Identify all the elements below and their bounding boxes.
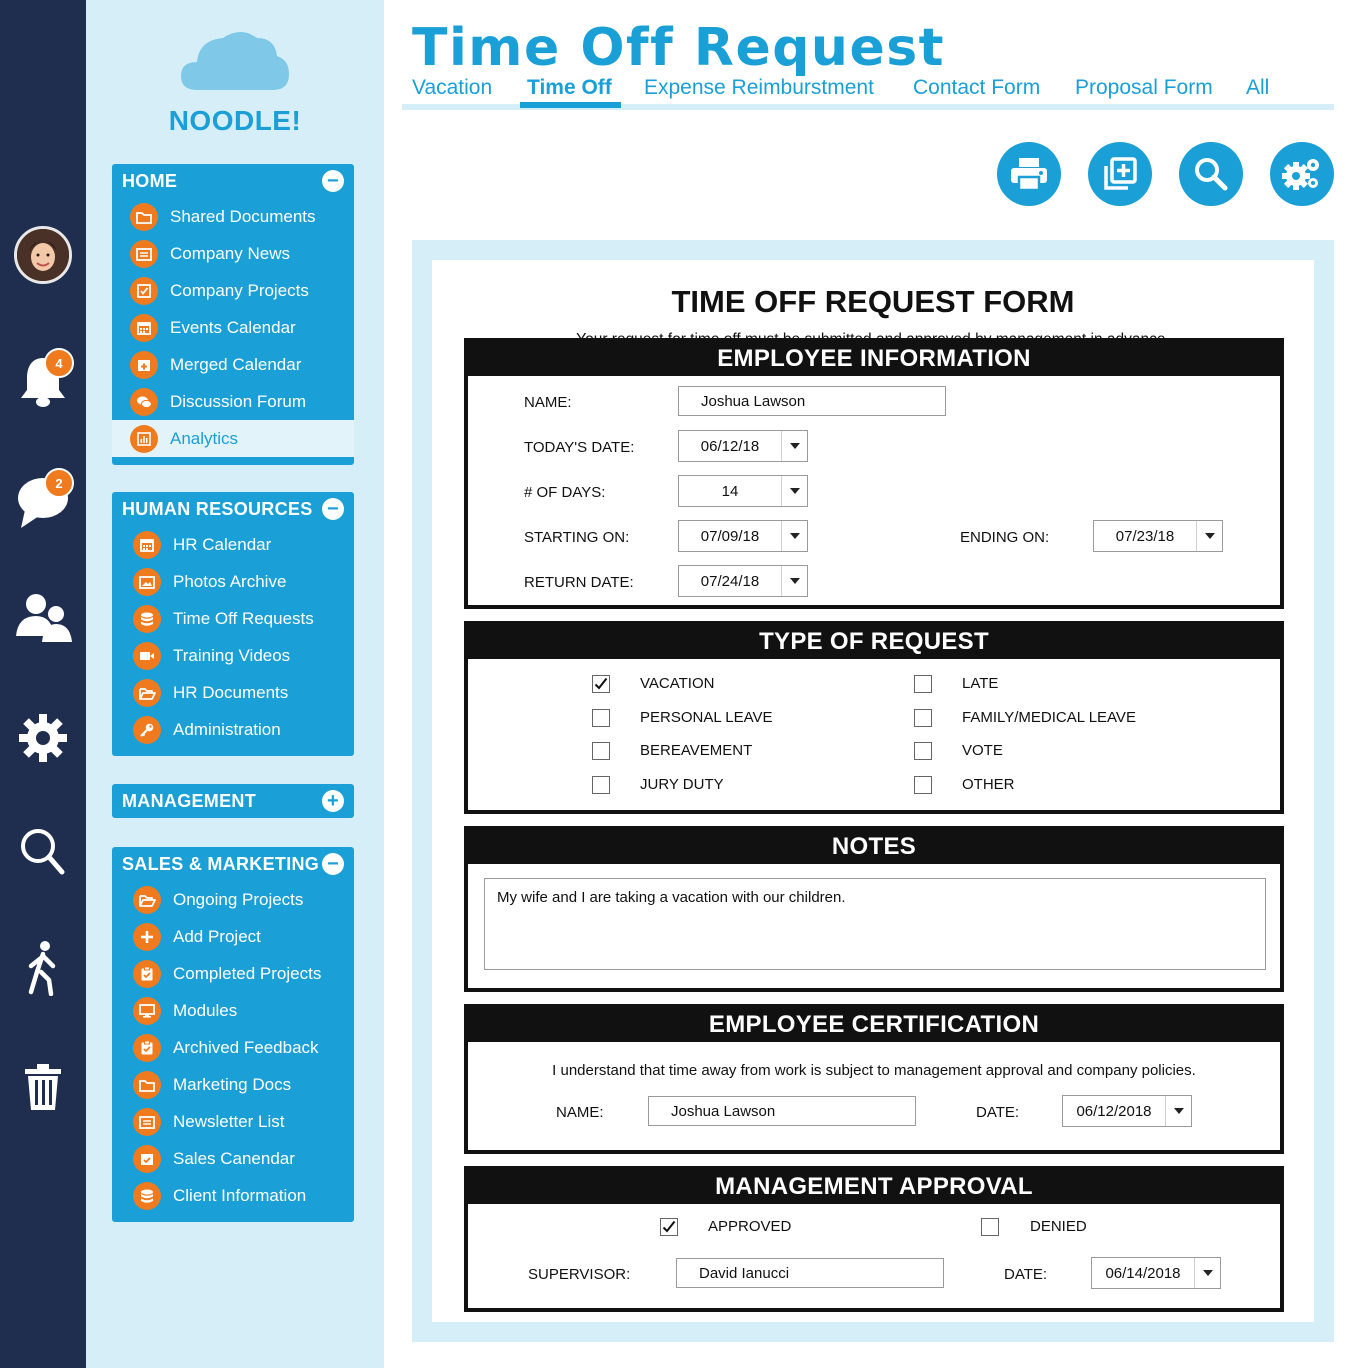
certification-date-select[interactable] [1062, 1095, 1192, 1127]
late-label: LATE [962, 675, 999, 692]
chevron-down-icon [781, 431, 807, 461]
sidebar-item-label: Time Off Requests [173, 608, 314, 628]
nav-group-header[interactable] [112, 847, 354, 881]
approval-date-value: 06/14/2018 [1105, 1264, 1181, 1282]
nav-group-title: SALES & MARKETING [122, 853, 320, 874]
database-icon [133, 605, 161, 633]
sidebar-item-company-news[interactable] [112, 235, 354, 272]
employee-certification-section [464, 1004, 1284, 1154]
chart-icon [130, 425, 158, 453]
chevron-down-icon [781, 476, 807, 506]
tab-vacation[interactable]: Vacation [412, 76, 493, 99]
checkmark-icon [593, 676, 609, 692]
add-copy-button[interactable] [1088, 142, 1152, 206]
return-date-select[interactable] [678, 565, 808, 597]
sidebar-item-events-calendar[interactable] [112, 309, 354, 346]
tab-time-off[interactable]: Time Off [527, 76, 612, 99]
sidebar-item-archived-feedback[interactable] [112, 1029, 354, 1066]
vacation-label: VACATION [640, 675, 715, 692]
folder-open-icon [133, 886, 161, 914]
nav-group-header[interactable] [112, 492, 354, 526]
nav-group-footer [112, 457, 354, 465]
page-title: Time Off Request [412, 18, 946, 78]
ending-on-select[interactable] [1093, 520, 1223, 552]
search-button[interactable] [0, 826, 86, 878]
settings-button[interactable] [0, 712, 86, 764]
starting-on-select[interactable] [678, 520, 808, 552]
sidebar-item-sales-canendar[interactable] [112, 1140, 354, 1177]
chevron-down-icon [1165, 1096, 1191, 1126]
sidebar-item-modules[interactable] [112, 992, 354, 1029]
nav-group-home [112, 164, 354, 465]
family-medical-leave-checkbox[interactable] [914, 709, 932, 727]
sidebar-item-label: Administration [173, 719, 281, 739]
sidebar-item-client-information[interactable] [112, 1177, 354, 1214]
certification-date-value: 06/12/2018 [1076, 1102, 1152, 1120]
nav-group-header[interactable] [112, 164, 354, 198]
gears-icon [1282, 156, 1322, 192]
certification-statement: I understand that time away from work is subject to management approval and company policies. [552, 1062, 1196, 1079]
collapse-icon[interactable]: − [322, 170, 344, 192]
sidebar-item-shared-documents[interactable] [112, 198, 354, 235]
denied-label: DENIED [1030, 1218, 1087, 1235]
sidebar-item-label: Archived Feedback [173, 1037, 319, 1057]
search-icon [1193, 156, 1229, 192]
days-select[interactable] [678, 475, 808, 507]
days-label: # OF DAYS: [524, 484, 606, 501]
tab-contact-form[interactable]: Contact Form [913, 76, 1041, 99]
denied-checkbox[interactable] [981, 1218, 999, 1236]
nav-group-sales-and-marketing [112, 847, 354, 1222]
personal-leave-label: PERSONAL LEAVE [640, 708, 773, 726]
return-date-label: RETURN DATE: [524, 574, 634, 591]
sidebar-item-administration[interactable] [112, 711, 354, 748]
other-checkbox[interactable] [914, 776, 932, 794]
todays-date-label: TODAY'S DATE: [524, 439, 635, 456]
sidebar-item-label: Company Projects [170, 280, 309, 300]
active-tab-indicator [520, 102, 621, 108]
calendar-icon [133, 531, 161, 559]
checkmark-icon [661, 1219, 677, 1235]
nav-group-footer [112, 1214, 354, 1222]
print-icon [1010, 157, 1048, 191]
newspaper-icon [133, 1108, 161, 1136]
nav-group-header[interactable] [112, 784, 354, 818]
sidebar-item-label: Merged Calendar [170, 354, 302, 374]
key-icon [133, 716, 161, 744]
messages-badge: 2 [44, 468, 74, 498]
walking-person-icon [23, 940, 63, 996]
jury-duty-checkbox[interactable] [592, 776, 610, 794]
nav-group-title: MANAGEMENT [122, 790, 256, 811]
sidebar-item-label: Training Videos [173, 645, 291, 665]
days-value: 14 [721, 482, 739, 500]
form-title: TIME OFF REQUEST FORM [671, 284, 1075, 319]
nav-group-management [112, 784, 354, 818]
bereavement-checkbox[interactable] [592, 742, 610, 760]
name-label: NAME: [524, 394, 572, 411]
sidebar-item-newsletter-list[interactable] [112, 1103, 354, 1140]
sidebar-item-label: Events Calendar [170, 317, 296, 337]
approval-date-select[interactable] [1091, 1257, 1221, 1289]
checkbox-icon [130, 277, 158, 305]
ending-on-label: ENDING ON: [960, 529, 1050, 546]
management-approval-section [464, 1166, 1284, 1312]
section-heading: NOTES [468, 830, 1280, 864]
other-label: OTHER [962, 775, 1015, 793]
approved-label: APPROVED [708, 1218, 792, 1235]
sidebar-item-analytics[interactable] [112, 420, 354, 457]
chat-icon [130, 388, 158, 416]
sidebar-item-discussion-forum[interactable] [112, 383, 354, 420]
collapse-icon[interactable]: − [322, 498, 344, 520]
nav-group-human-resources [112, 492, 354, 756]
sidebar-item-label: Company News [170, 243, 290, 263]
activity-button[interactable] [0, 940, 86, 996]
sidebar-item-completed-projects[interactable] [112, 955, 354, 992]
sidebar [86, 0, 384, 1368]
newspaper-icon [130, 240, 158, 268]
jury-duty-label: JURY DUTY [640, 775, 724, 793]
sidebar-item-hr-documents[interactable] [112, 674, 354, 711]
main-content [384, 0, 1358, 1368]
contacts-button[interactable] [0, 590, 86, 646]
sidebar-item-label: HR Documents [173, 682, 289, 702]
personal-leave-checkbox[interactable] [592, 709, 610, 727]
supervisor-label: SUPERVISOR: [528, 1266, 631, 1283]
type-of-request-section [464, 621, 1284, 814]
chevron-down-icon [781, 566, 807, 596]
supervisor-field[interactable]: David Ianucci [676, 1258, 944, 1288]
name-field[interactable]: Joshua Lawson [678, 386, 946, 416]
expand-icon[interactable]: + [322, 790, 344, 812]
folder-icon [130, 203, 158, 231]
sidebar-item-label: Newsletter List [173, 1111, 285, 1131]
bereavement-label: BEREAVEMENT [640, 742, 753, 759]
starting-on-value: 07/09/18 [700, 527, 760, 545]
nav-group-footer [112, 748, 354, 756]
sidebar-item-label: Marketing Docs [173, 1074, 292, 1094]
tab-proposal-form[interactable]: Proposal Form [1075, 76, 1213, 99]
sidebar-item-label: Discussion Forum [170, 391, 307, 411]
section-heading: EMPLOYEE INFORMATION [468, 342, 1280, 376]
sidebar-item-label: Client Information [173, 1185, 307, 1205]
todays-date-select[interactable] [678, 430, 808, 462]
vote-checkbox[interactable] [914, 742, 932, 760]
tab-all[interactable]: All [1246, 76, 1270, 99]
clipboard-check-icon [133, 960, 161, 988]
chevron-down-icon [781, 521, 807, 551]
form-container [412, 240, 1334, 1342]
video-icon [133, 642, 161, 670]
ending-on-value: 07/23/18 [1115, 527, 1175, 545]
sidebar-item-training-videos[interactable] [112, 637, 354, 674]
users-icon [12, 590, 74, 646]
sidebar-item-label: Shared Documents [170, 206, 316, 226]
chevron-down-icon [1194, 1258, 1220, 1288]
return-date-value: 07/24/18 [700, 572, 760, 590]
employee-information-section [464, 338, 1284, 609]
starting-on-label: STARTING ON: [524, 529, 630, 546]
nav-group-title: HOME [122, 170, 178, 191]
sidebar-item-marketing-docs[interactable] [112, 1066, 354, 1103]
clipboard-check-icon [133, 1034, 161, 1062]
form-sheet [432, 260, 1314, 1322]
approved-checkbox[interactable] [660, 1218, 678, 1236]
todays-date-value: 06/12/18 [700, 437, 760, 455]
sidebar-item-time-off-requests[interactable] [112, 600, 354, 637]
sidebar-item-merged-calendar[interactable] [112, 346, 354, 383]
sidebar-item-label: Sales Canendar [173, 1148, 295, 1168]
folder-open-icon [133, 679, 161, 707]
folder-icon [133, 1071, 161, 1099]
collapse-icon[interactable]: − [322, 853, 344, 875]
vacation-checkbox[interactable] [592, 675, 610, 693]
late-checkbox[interactable] [914, 675, 932, 693]
calendar-icon [130, 314, 158, 342]
logo[interactable] [86, 24, 384, 137]
certification-name-field[interactable]: Joshua Lawson [648, 1096, 916, 1126]
sidebar-item-ongoing-projects[interactable] [112, 881, 354, 918]
print-button[interactable] [997, 142, 1061, 206]
tab-expense-reimburstment[interactable]: Expense Reimburstment [644, 76, 874, 99]
notes-textarea[interactable]: My wife and I are taking a vacation with our children. [484, 878, 1266, 970]
cloud-logo-icon [179, 24, 291, 94]
section-heading: TYPE OF REQUEST [468, 625, 1280, 659]
sidebar-item-company-projects[interactable] [112, 272, 354, 309]
sidebar-item-label: Ongoing Projects [173, 889, 304, 909]
avatar [14, 226, 72, 284]
sidebar-item-label: HR Calendar [173, 534, 272, 554]
gear-icon [17, 712, 69, 764]
section-heading: EMPLOYEE CERTIFICATION [468, 1008, 1280, 1042]
certification-date-label: DATE: [976, 1104, 1020, 1121]
calendar-plus-icon [130, 351, 158, 379]
notes-section [464, 826, 1284, 992]
nav-group-title: HUMAN RESOURCES [122, 498, 313, 519]
section-heading: MANAGEMENT APPROVAL [468, 1170, 1280, 1204]
sidebar-item-add-project[interactable] [112, 918, 354, 955]
add-copy-icon [1102, 156, 1138, 192]
search-icon [18, 826, 68, 878]
messages-button[interactable] [0, 472, 86, 532]
trash-icon [23, 1062, 63, 1112]
sidebar-item-photos-archive[interactable] [112, 563, 354, 600]
certification-name-label: NAME: [556, 1104, 604, 1121]
app-name: NOODLE! [168, 105, 302, 136]
calendar-check-icon [133, 1145, 161, 1173]
database-icon [133, 1182, 161, 1210]
image-icon [133, 568, 161, 596]
monitor-icon [133, 997, 161, 1025]
notifications-button[interactable] [0, 352, 86, 412]
vote-label: VOTE [962, 742, 1003, 759]
search-button[interactable] [1179, 142, 1243, 206]
sidebar-item-label: Analytics [170, 428, 239, 448]
tab-bar [402, 74, 1334, 110]
chevron-down-icon [1196, 521, 1222, 551]
sidebar-item-label: Completed Projects [173, 963, 322, 983]
settings-button[interactable] [1270, 142, 1334, 206]
plus-icon [133, 923, 161, 951]
sidebar-item-label: Modules [173, 1000, 238, 1020]
notifications-badge: 4 [44, 348, 74, 378]
sidebar-item-label: Photos Archive [173, 571, 287, 591]
approval-date-label: DATE: [1004, 1266, 1048, 1283]
trash-button[interactable] [0, 1062, 86, 1112]
sidebar-item-label: Add Project [173, 926, 261, 946]
icon-rail [0, 0, 86, 1368]
user-avatar-button[interactable] [0, 226, 86, 284]
family-medical-leave-label: FAMILY/MEDICAL LEAVE [962, 708, 1136, 726]
sidebar-item-hr-calendar[interactable] [112, 526, 354, 563]
